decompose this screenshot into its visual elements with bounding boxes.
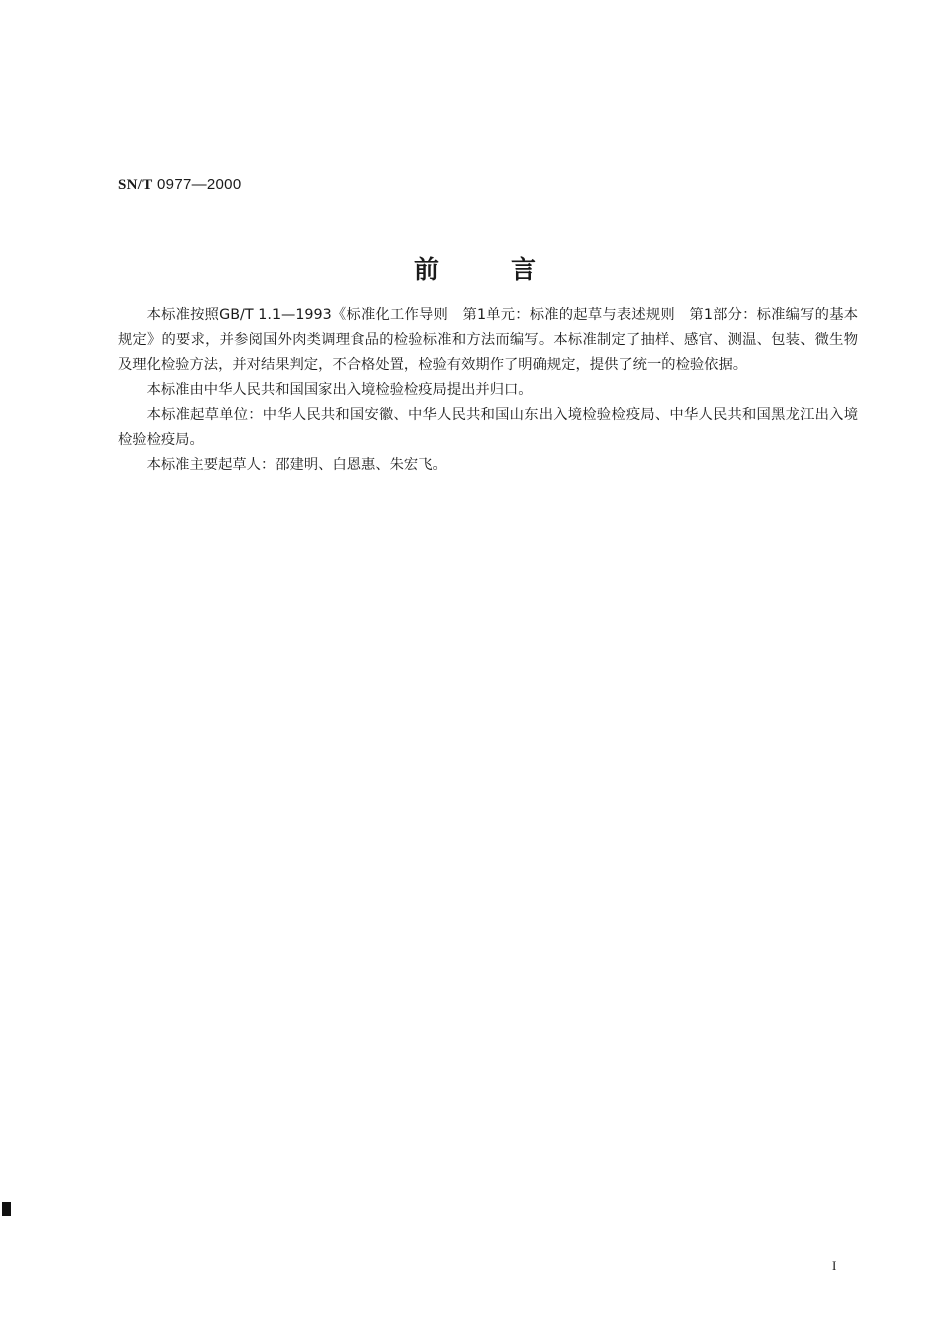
foreword-body bbox=[118, 303, 858, 478]
document-code-prefix: SN/T bbox=[118, 177, 153, 193]
paragraph-drafters: 本标准主要起草人：邵建明、白恩惠、朱宏飞。 bbox=[146, 457, 447, 473]
page-title: 前言 bbox=[413, 255, 608, 284]
page-number: I bbox=[832, 1258, 837, 1273]
document-code-number: 0977—2000 bbox=[157, 176, 242, 193]
paragraph-drafting-units: 本标准起草单位：中华人民共和国安徽、中华人民共和国山东出入境检验检疫局、中华人民共和国黑龙江出入境检验检疫局。 bbox=[118, 407, 858, 448]
paragraph-drafting-basis: 本标准按照GB/T 1.1—1993《标准化工作导则 第1单元：标准的起草与表述规则 第1部分：标准编写的基本规定》的要求，并参阅国外肉类调理食品的检验标准和方法而编写。本标准制定了抽样、感官、测温、包装、微生物及理化检验方法，并对结果判定，不合格处置，检验有效期作了明确规定，提供了统一的检验依据。 bbox=[118, 307, 858, 373]
scan-edge-mark bbox=[2, 1202, 11, 1216]
document-code bbox=[118, 176, 241, 194]
paragraph-proposer: 本标准由中华人民共和国国家出入境检验检疫局提出并归口。 bbox=[146, 382, 533, 398]
